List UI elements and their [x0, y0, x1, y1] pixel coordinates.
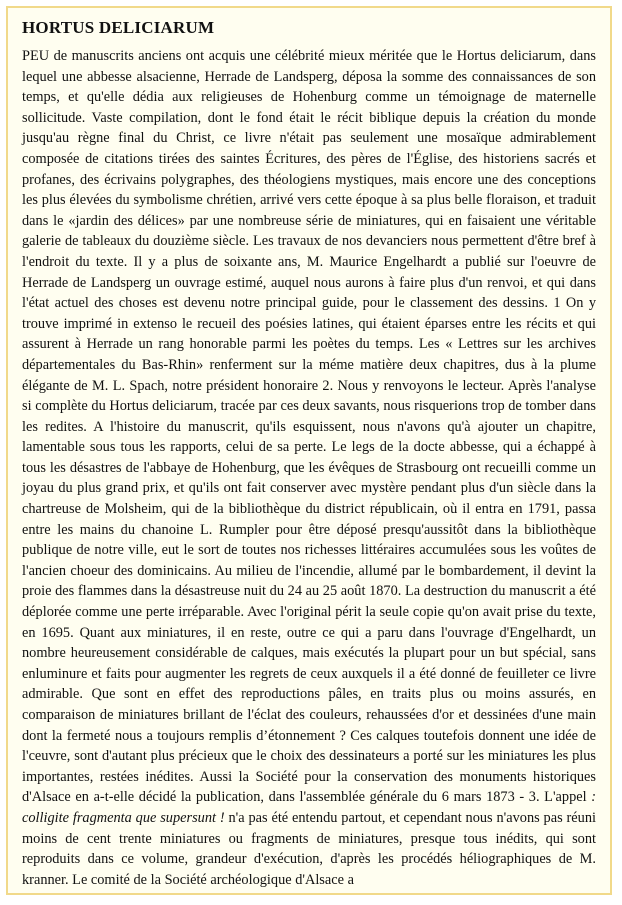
body-text-main: PEU de manuscrits anciens ont acquis une célébrité mieux méritée que le Hortus deliciarum, dans lequel une abbesse alsacienne, Herrade de Landsperg, déposa la somme des connaissances de son temps, et qu'elle dédia aux religieuses de Hohenburg comme un témoignage de maternelle sollicitude. Vaste compilation, dont le fond était le récit biblique depuis la création du monde jusqu'au règne final du Christ, ce livre n'était pas seulement une mosaïque admirablement composée de citations tirées des saintes Écritures, des pères de l'Église, des historiens sacrés et profanes, des écrivains polygraphes, des théologiens mystiques, mais encore une des conceptions les plus élevées du symbolisme chrétien, arrivé vers cette époque à sa plus belle floraison, et traduit dans le «jardin des délices» par une nombreuse série de miniatures, qui en faisaient une véritable galerie de tableaux du douzième siècle. Les travaux de nos devanciers nous permettent d'être bref à l'endroit du texte. Il y a plus de soixante ans, M. Maurice Engelhardt a publié sur l'oeuvre de Herrade de Landsperg un ouvrage estimé, auquel nous aurons à faire plus d'un renvoi, et qui dans l'état actuel des choses est devenu notre principal guide, pour le classement des dessins. 1 On y trouve imprimé in extenso le recueil des poésies latines, qui étaient éparses entre les récits et qui assurent à Herrade un rang honorable parmi les poètes du temps. Les « Lettres sur les archives départementales du Bas-Rhin» renferment sur la méme matière deux chapitres, dus à la plume élégante de M. L. Spach, notre président honoraire 2. Nous y renvoyons le lecteur. Après l'analyse si complète du Hortus deliciarum, tracée par ces deux savants, nous risquerions trop de tomber dans les redites. A l'histoire du manuscrit, qu'ils esquissent, nous n'avons qu'à ajouter un chapitre, lamentable sous tous les rapports, celui de sa perte. Le legs de la docte abbesse, qui a échappé à tous les désastres de l'abbaye de Hohenburg, que les évêques de Strasbourg ont recueilli comme un joyau du plus grand prix, et qu'ils ont fait conserver avec mystère pendant plus d'un siècle dans la chartreuse de Molsheim, qui de la bibliothèque du district républicain, où il entra en 1791, passa entre les mains du chanoine L. Rumpler pour être déposé presqu'aussitôt dans la bibliothèque publique de notre ville, eut le sort de toutes nos richesses littéraires accumulées sous les voûtes de l'ancien choeur des dominicains. Au milieu de l'incendie, allumé par le bombardement, il devint la proie des flammes dans la désastreuse nuit du 24 au 25 août 1870. La destruction du manuscrit a été déplorée comme une perte irréparable. Avec l'original périt la seule copie qu'on avait prise du texte, en 1695. Quant aux miniatures, il en reste, outre ce qui a paru dans l'ouvrage d'Engelhardt, un nombre heureusement considérable de calques, mais exécutés la plupart pour un but spécial, sans enluminure et faits pour augmenter les regrets de ceux auxquels il a été donné de feuilleter ce livre admirable. Que sont en effet des reproductions pâles, en traits plus ou moins assurés, en comparaison de miniatures brillant de l'éclat des couleurs, rehaussées d'or et dessinées d'une main dont la fermeté nous a toujours remplis d’étonnement ? Ces calques toutefois donnent une idée de l'ceuvre, sont d'autant plus précieux que le choix des dessinateurs a porté sur les miniatures les plus importantes, restées inédites. Aussi la Société pour la conservation des monuments historiques d'Alsace en a-t-elle décidé la publication, dans l'assemblée générale du 6 mars 1873 - 3. L'appel	[22, 48, 596, 806]
latin-quote: : colligite fragmenta que supersunt !	[22, 789, 596, 826]
body-text-continued: n'a pas été entendu partout, et cependant nous n'avons pas réuni moins de cent trente miniatures ou fragments de miniatures, presque tous inédits, qui sont reproduits dans ce volume, grandeur d'exécution, d'après les procédés héliographiques de M. kranner. Le comité de la Société archéologique d'Alsace a	[22, 809, 596, 888]
document-title: HORTUS DELICIARUM	[22, 18, 215, 37]
body-paragraph	[22, 46, 596, 890]
document-page	[6, 6, 612, 895]
